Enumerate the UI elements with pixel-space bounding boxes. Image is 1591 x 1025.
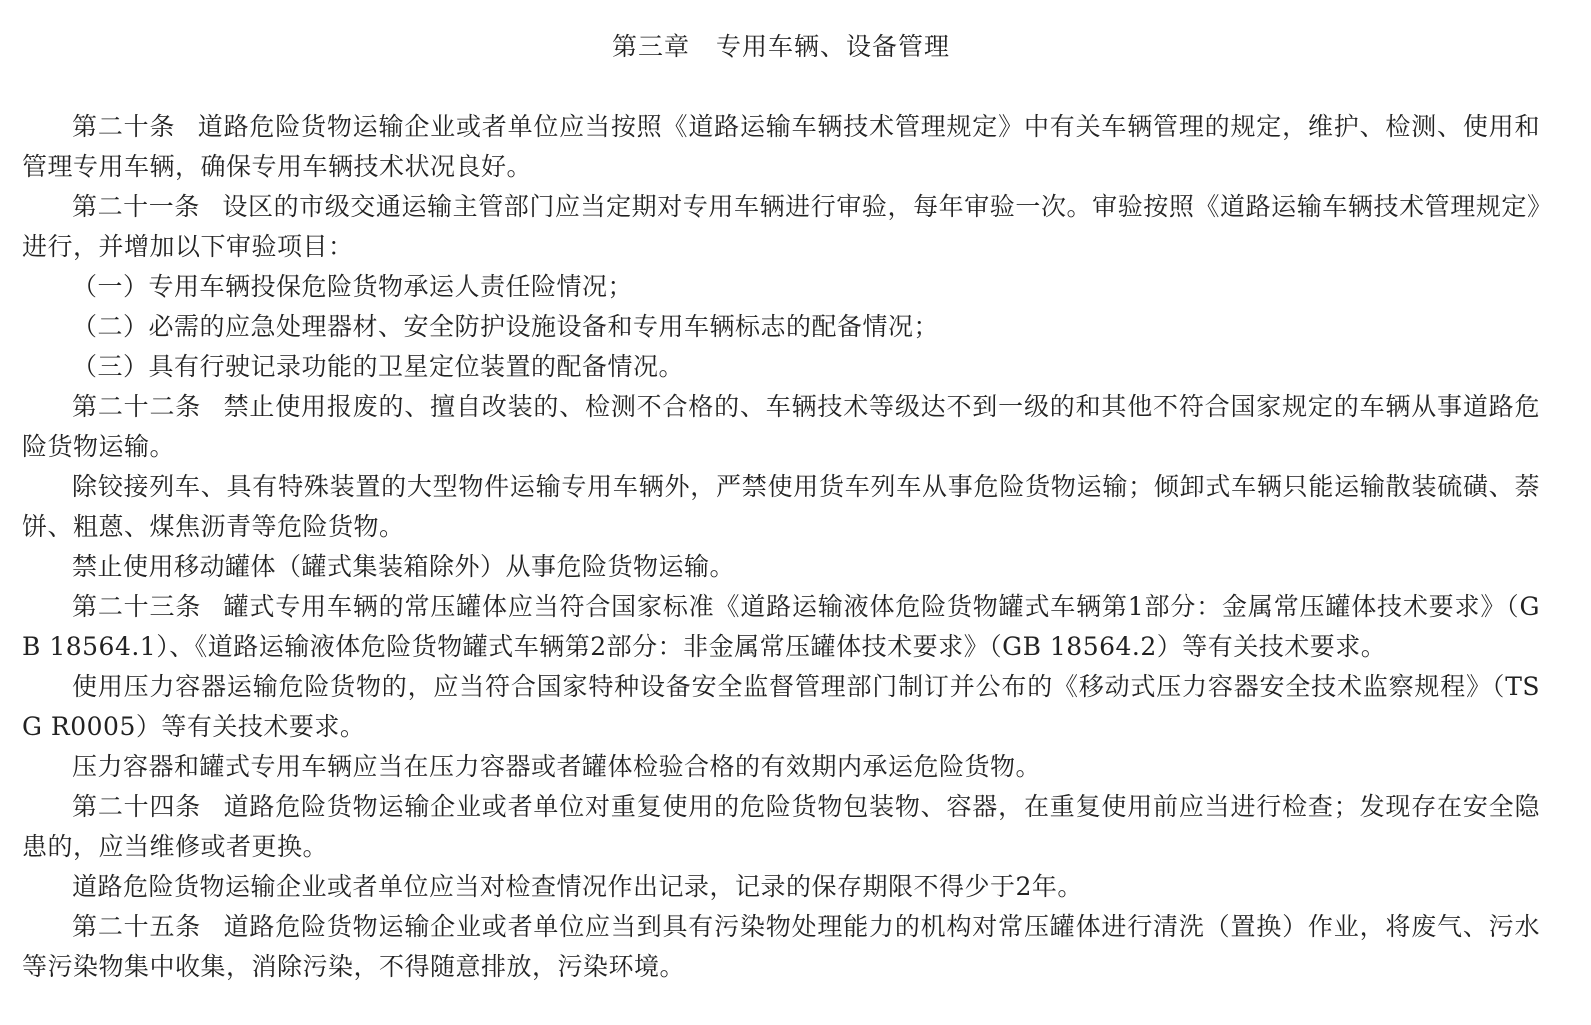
paragraph-text: 压力容器和罐式专用车辆应当在压力容器或者罐体检验合格的有效期内承运危险货物。 bbox=[72, 752, 1042, 781]
list-item-text: （二）必需的应急处理器材、安全防护设施设备和专用车辆标志的配备情况； bbox=[72, 312, 940, 341]
list-item-text: （一）专用车辆投保危险货物承运人责任险情况； bbox=[72, 272, 634, 301]
paragraph-text: 除铰接列车、具有特殊装置的大型物件运输专用车辆外，严禁使用货车列车从事危险货物运输；倾卸式车辆只能运输散装硫磺、萘饼、粗蒽、煤焦沥青等危险货物。 bbox=[22, 472, 1540, 541]
article-text: 道路危险货物运输企业或者单位对重复使用的危险货物包装物、容器，在重复使用前应当进行检查；发现存在安全隐患的，应当维修或者更换。 bbox=[22, 792, 1540, 861]
chapter-title: 第三章 专用车辆、设备管理 bbox=[611, 32, 950, 61]
article-23-para-2 bbox=[22, 667, 1540, 747]
article-22 bbox=[22, 387, 1540, 467]
article-text: 罐式专用车辆的常压罐体应当符合国家标准《道路运输液体危险货物罐式车辆第1部分：金属常压罐体技术要求》（GB 18564.1）、《道路运输液体危险货物罐式车辆第2部分：非金属常压罐体技术要求》（GB 18564.2）等有关技术要求。 bbox=[22, 592, 1540, 661]
article-24-para-2 bbox=[22, 867, 1540, 907]
paragraph-text: 道路危险货物运输企业或者单位应当对检查情况作出记录，记录的保存期限不得少于2年。 bbox=[72, 872, 1083, 901]
article-25 bbox=[22, 907, 1540, 987]
article-number: 第二十三条 bbox=[72, 592, 202, 621]
article-number: 第二十一条 bbox=[72, 192, 200, 221]
article-number: 第二十四条 bbox=[72, 792, 202, 821]
article-21 bbox=[22, 187, 1540, 267]
article-23 bbox=[22, 587, 1540, 667]
article-21-item-3 bbox=[22, 347, 1540, 387]
article-21-item-1 bbox=[22, 267, 1540, 307]
article-22-para-2 bbox=[22, 467, 1540, 547]
article-20 bbox=[22, 107, 1540, 187]
article-text: 禁止使用报废的、擅自改装的、检测不合格的、车辆技术等级达不到一级的和其他不符合国家规定的车辆从事道路危险货物运输。 bbox=[22, 392, 1540, 461]
article-text: 道路危险货物运输企业或者单位应当按照《道路运输车辆技术管理规定》中有关车辆管理的规定，维护、检测、使用和管理专用车辆，确保专用车辆技术状况良好。 bbox=[22, 112, 1540, 181]
document-page bbox=[22, 27, 1540, 987]
article-number: 第二十条 bbox=[72, 112, 176, 141]
article-22-para-3 bbox=[22, 547, 1540, 587]
article-23-para-3 bbox=[22, 747, 1540, 787]
article-21-item-2 bbox=[22, 307, 1540, 347]
article-number: 第二十五条 bbox=[72, 912, 202, 941]
paragraph-text: 禁止使用移动罐体（罐式集装箱除外）从事危险货物运输。 bbox=[72, 552, 736, 581]
article-text: 道路危险货物运输企业或者单位应当到具有污染物处理能力的机构对常压罐体进行清洗（置换）作业，将废气、污水等污染物集中收集，消除污染，不得随意排放，污染环境。 bbox=[22, 912, 1540, 981]
article-24 bbox=[22, 787, 1540, 867]
article-number: 第二十二条 bbox=[72, 392, 202, 421]
list-item-text: （三）具有行驶记录功能的卫星定位装置的配备情况。 bbox=[72, 352, 685, 381]
article-text: 设区的市级交通运输主管部门应当定期对专用车辆进行审验，每年审验一次。审验按照《道路运输车辆技术管理规定》进行，并增加以下审验项目： bbox=[22, 192, 1540, 261]
paragraph-text: 使用压力容器运输危险货物的，应当符合国家特种设备安全监督管理部门制订并公布的《移动式压力容器安全技术监察规程》（TSG R0005）等有关技术要求。 bbox=[22, 672, 1540, 741]
